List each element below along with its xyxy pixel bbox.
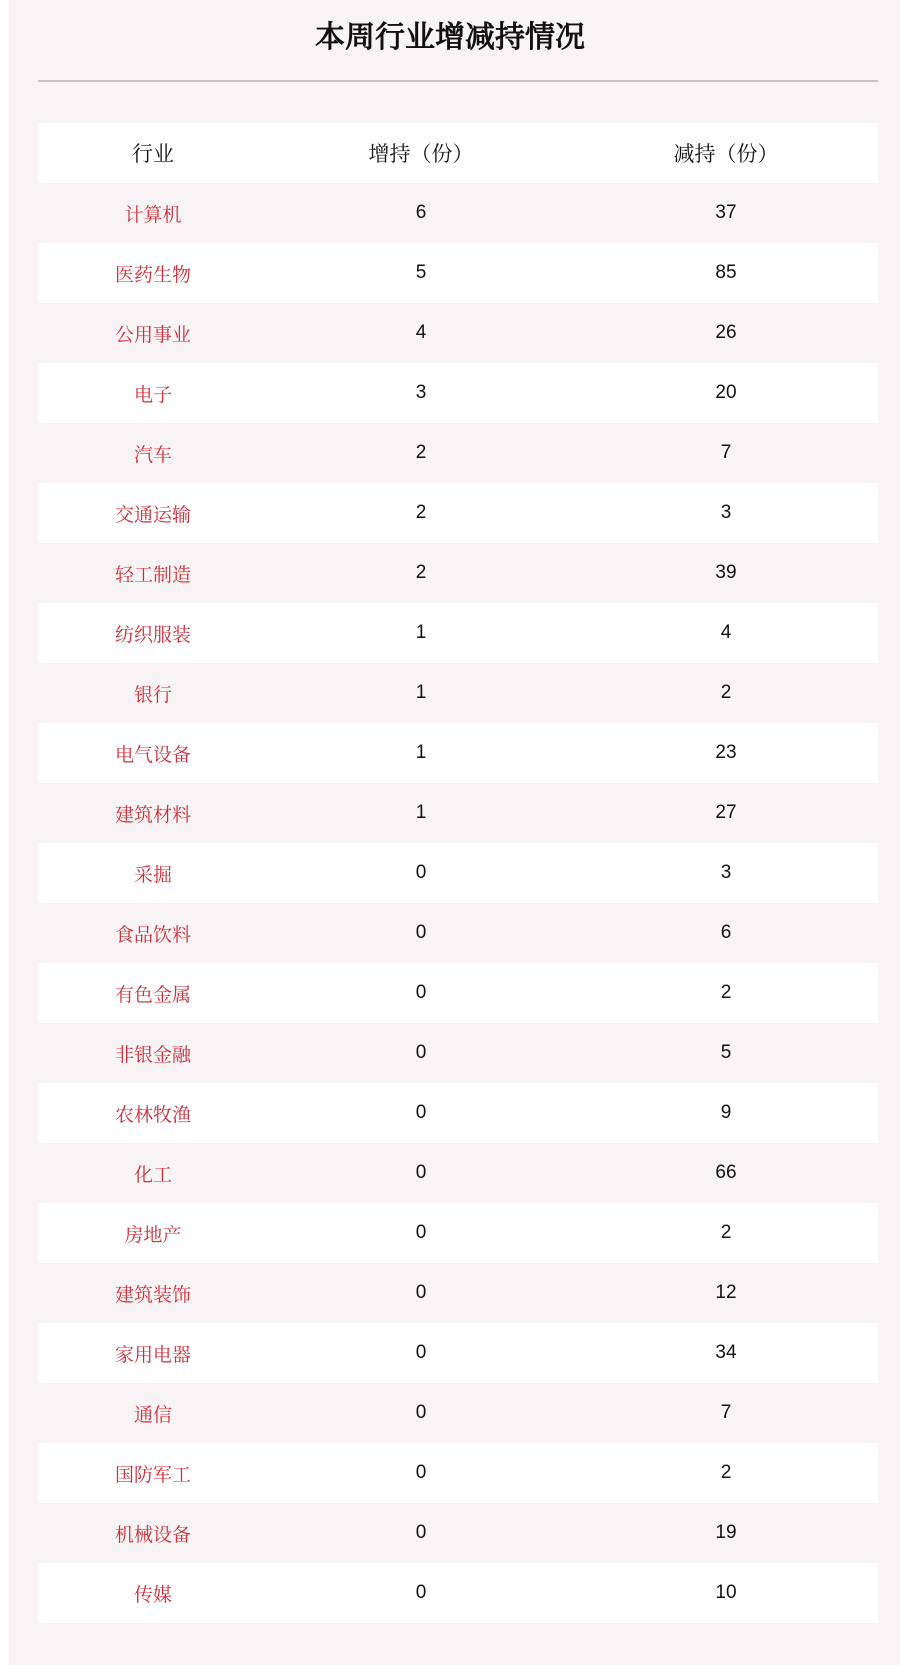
table-row [38,843,878,903]
decrease-cell: 27 [715,802,737,823]
decrease-cell: 37 [715,202,737,223]
increase-cell: 1 [415,742,427,763]
increase-cell: 1 [415,802,427,823]
decrease-cell: 10 [715,1582,737,1603]
decrease-cell: 20 [715,382,737,403]
industry-cell: 汽车 [133,443,172,466]
table-row [38,783,878,843]
increase-cell: 1 [415,682,427,703]
decrease-cell: 2 [720,1462,732,1483]
increase-cell: 2 [415,562,427,583]
industry-cell: 公用事业 [114,323,191,346]
decrease-cell: 2 [720,682,732,703]
decrease-cell: 2 [720,1222,732,1243]
table-row [38,543,878,603]
decrease-cell: 7 [720,442,732,463]
table-row [38,1383,878,1443]
table-row [38,483,878,543]
decrease-cell: 26 [715,322,737,343]
table-row [38,363,878,423]
table-row [38,183,878,243]
industry-cell: 国防军工 [114,1463,191,1486]
decrease-cell: 85 [715,262,737,283]
increase-cell: 1 [415,622,427,643]
decrease-cell: 3 [720,502,732,523]
increase-cell: 0 [415,922,427,943]
decrease-cell: 5 [720,1042,732,1063]
increase-cell: 0 [415,982,427,1003]
decrease-cell: 66 [715,1162,737,1183]
decrease-cell: 23 [715,742,737,763]
industry-cell: 计算机 [124,203,182,226]
decrease-cell: 4 [720,622,732,643]
header-industry: 行业 [132,142,174,166]
decrease-cell: 6 [720,922,732,943]
header-increase: 增持（份） [368,142,474,166]
industry-cell: 交通运输 [114,503,191,526]
table-row [38,963,878,1023]
industry-cell: 电气设备 [114,743,191,766]
increase-cell: 0 [415,1462,427,1483]
decrease-cell: 2 [720,982,732,1003]
decrease-cell: 34 [715,1342,737,1363]
decrease-cell: 3 [720,862,732,883]
industry-cell: 纺织服装 [114,623,191,646]
decrease-cell: 19 [715,1522,737,1543]
increase-cell: 0 [415,1222,427,1243]
table-row [38,243,878,303]
decrease-cell: 39 [715,562,737,583]
increase-cell: 0 [415,1102,427,1123]
increase-cell: 0 [415,1522,427,1543]
industry-cell: 医药生物 [114,263,191,286]
industry-cell: 农林牧渔 [114,1103,191,1126]
table-row [38,1443,878,1503]
industry-cell: 建筑装饰 [114,1283,191,1306]
header-decrease: 减持（份） [673,142,779,166]
industry-cell: 食品饮料 [114,923,191,946]
title-divider [38,80,878,82]
page-title: 本周行业增减持情况 [315,20,585,55]
table-row [38,303,878,363]
table-row [38,1203,878,1263]
increase-cell: 2 [415,502,427,523]
industry-cell: 房地产 [124,1223,182,1246]
industry-cell: 家用电器 [114,1343,191,1366]
table-body [38,183,878,1623]
table-header-row [38,123,878,183]
table-row [38,1023,878,1083]
increase-cell: 0 [415,862,427,883]
table-row [38,603,878,663]
decrease-cell: 9 [720,1102,732,1123]
increase-cell: 5 [415,262,427,283]
industry-cell: 通信 [133,1403,172,1426]
increase-cell: 0 [415,1402,427,1423]
industry-cell: 轻工制造 [114,563,191,586]
table-row [38,1263,878,1323]
table-row [38,903,878,963]
industry-cell: 传媒 [133,1583,172,1606]
increase-cell: 0 [415,1282,427,1303]
industry-cell: 建筑材料 [114,803,191,826]
decrease-cell: 7 [720,1402,732,1423]
table-row [38,1083,878,1143]
decrease-cell: 12 [715,1282,737,1303]
industry-cell: 非银金融 [114,1043,191,1066]
increase-cell: 2 [415,442,427,463]
table-row [38,423,878,483]
table-row [38,1503,878,1563]
table-row [38,663,878,723]
industry-cell: 有色金属 [114,983,191,1006]
industry-cell: 采掘 [133,863,172,886]
increase-cell: 6 [415,202,427,223]
increase-cell: 0 [415,1162,427,1183]
industry-cell: 银行 [133,683,172,706]
industry-cell: 电子 [133,383,172,406]
table-row [38,1563,878,1623]
increase-cell: 3 [415,382,427,403]
increase-cell: 4 [415,322,427,343]
increase-cell: 0 [415,1342,427,1363]
increase-cell: 0 [415,1582,427,1603]
page-background [9,0,900,1665]
industry-cell: 化工 [133,1163,172,1186]
industry-cell: 机械设备 [114,1523,191,1546]
table-row [38,723,878,783]
table-row [38,1143,878,1203]
industry-table [38,123,878,1623]
increase-cell: 0 [415,1042,427,1063]
table-row [38,1323,878,1383]
